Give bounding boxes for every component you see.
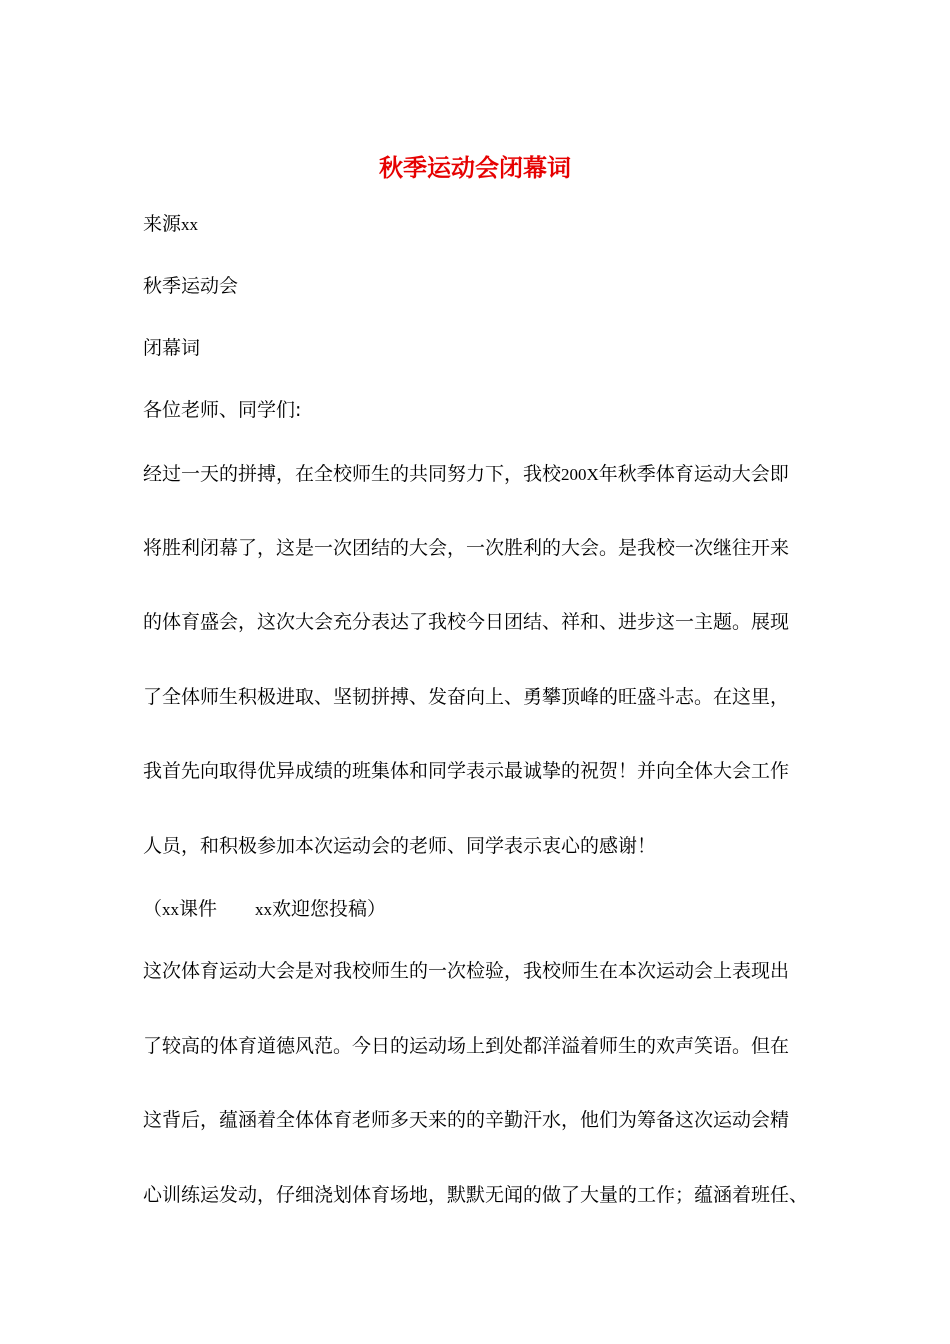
source-label: 来源 — [143, 213, 182, 235]
event-name-line: 秋季运动会 — [143, 275, 239, 297]
salutation: 各位老师、同学们: — [143, 399, 302, 421]
contribution-note — [143, 896, 386, 923]
note-xx-1: xx — [162, 900, 180, 919]
source-line — [143, 211, 198, 238]
year-text: 200X — [561, 465, 599, 484]
speech-type-line: 闭幕词 — [143, 337, 201, 359]
paragraph1-line6: 人员，和积极参加本次运动会的老师、同学表示衷心的感谢！ — [143, 835, 657, 857]
paragraph1-line1-end: 年秋季体育运动大会即 — [598, 463, 789, 485]
note-open-paren: （ — [143, 898, 163, 920]
note-xx-2: xx — [255, 900, 273, 919]
paragraph2-line4: 心训练运发动，仔细浇划体育场地，默默无闻的做了大量的工作；蕴涵着班任、 — [143, 1184, 809, 1206]
paragraph1-line1-start: 经过一天的拼搏，在全校师生的共同努力下，我校 — [143, 463, 562, 485]
note-label-welcome: 欢迎您投稿 — [272, 898, 368, 920]
paragraph1-line5: 我首先向取得优异成绩的班集体和同学表示最诚挚的祝贺！并向全体大会工作 — [143, 760, 790, 782]
note-close-paren: ） — [367, 898, 387, 920]
paragraph2-line2: 了较高的体育道德风范。今日的运动场上到处都洋溢着师生的欢声笑语。但在 — [143, 1035, 790, 1057]
document-title: 秋季运动会闭幕词 — [379, 153, 571, 182]
paragraph1-line3: 的体育盛会，这次大会充分表达了我校今日团结、祥和、进步这一主题。展现 — [143, 611, 790, 633]
paragraph1-line1 — [143, 461, 789, 488]
paragraph1-line4: 了全体师生积极进取、坚韧拼搏、发奋向上、勇攀顶峰的旺盛斗志。在这里， — [143, 686, 790, 708]
note-label-courseware: 课件 — [179, 898, 218, 920]
paragraph1-line2: 将胜利闭幕了，这是一次团结的大会，一次胜利的大会。是我校一次继往开来 — [143, 537, 790, 559]
paragraph2-line1: 这次体育运动大会是对我校师生的一次检验，我校师生在本次运动会上表现出 — [143, 960, 790, 982]
source-value: xx — [181, 215, 199, 234]
paragraph2-line3: 这背后，蕴涵着全体体育老师多天来的的辛勤汗水，他们为筹备这次运动会精 — [143, 1109, 790, 1131]
